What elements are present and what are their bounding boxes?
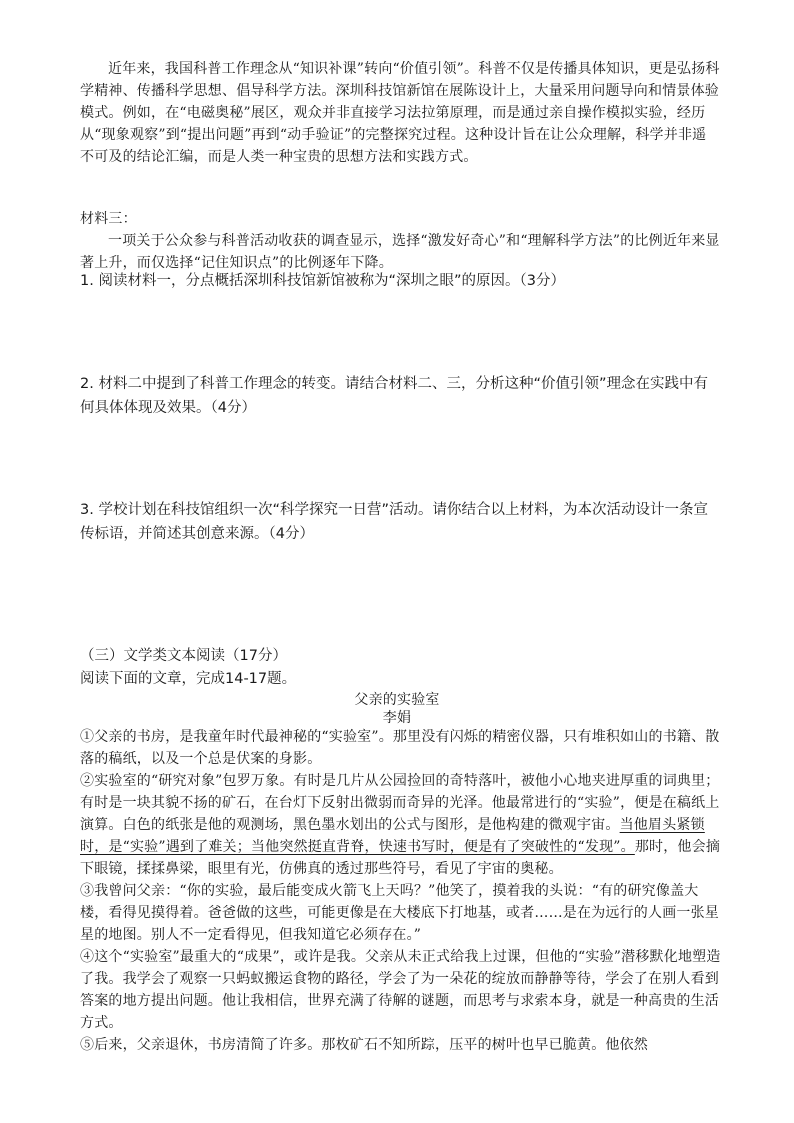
paragraph-2-text-end: 那时，他会摘下眼镜，揉揉鼻梁，眼里有光，仿佛真的透过那些符号，看见了宇宙的奥秘。 bbox=[80, 839, 721, 877]
article-paragraph-3: ③我曾问父亲：“你的实验，最后能变成火箭飞上天吗？”他笑了，摸着我的头说：“有的研究像盖大楼，看得见摸得着。爸爸做的这些，可能更像是在大楼底下打地基，或者……是在为远行的人画一张星星的地图。别人不一定看得见，但我知道它必须存在。” bbox=[80, 883, 719, 943]
underlined-sentence: 当他眉头紧锁时，是“实验”遇到了难关；当他突然挺直背脊，快速书写时，便是有了突破性的“发现”。 bbox=[80, 817, 705, 855]
article-paragraph-1: ①父亲的书房，是我童年时代最神秘的“实验室”。那里没有闪烁的精密仪器，只有堆积如山的书籍、散落的稿纸，以及一个总是伏案的身影。 bbox=[80, 729, 720, 767]
article-body bbox=[80, 726, 722, 1056]
article-paragraph-2 bbox=[80, 770, 722, 880]
material2-paragraph: 近年来，我国科普工作理念从“知识补课”转向“价值引领”。科普不仅是传播具体知识，更是弘扬科学精神、传播科学思想、倡导科学方法。深圳科技馆新馆在展陈设计上，大量采用问题导向和情景体验模式。例如，在“电磁奥秘”展区，观众并非直接学习法拉第原理，而是通过亲自操作模拟实验，经历从“现象观察”到“提出问题”再到“动手验证”的完整探究过程。这种设计旨在让公众理解，科学并非遥不可及的结论汇编，而是人类一种宝贵的思想方法和实践方式。 bbox=[80, 61, 720, 165]
article-author: 李娟 bbox=[382, 710, 412, 726]
question-3: 3. 学校计划在科技馆组织一次“科学探究一日营”活动。请你结合以上材料，为本次活动设计一条宣传标语，并简述其创意来源。（4分） bbox=[80, 502, 708, 542]
material3-text: 一项关于公众参与科普活动收获的调查显示，选择“激发好奇心”和“理解科学方法”的比例近年来显著上升，而仅选择“记住知识点”的比例逐年下降。 bbox=[80, 233, 720, 271]
paragraph-2-text: ②实验室的“研究对象”包罗万象。有时是几片从公园捡回的奇特落叶，被他小心地夹进厚重的词典里；有时是一块其貌不扬的矿石，在台灯下反射出微弱而奇异的光泽。他最常进行的“实验”，便是在稿纸上演算。白色的纸张是他的观测场，黑色墨水划出的公式与图形，是他构建的微观宇宙。 bbox=[80, 773, 720, 833]
article-paragraph-4: ④这个“实验室”最重大的“成果”，或许是我。父亲从未正式给我上过课，但他的“实验”潜移默化地塑造了我。我学会了观察一只蚂蚁搬运食物的路径，学会了为一朵花的绽放而静静等待，学会了在别人看到答案的地方提出问题。他让我相信，世界充满了待解的谜题，而思考与求索本身，就是一种高贵的生活方式。 bbox=[80, 949, 721, 1031]
article-paragraph-5: ⑤后来，父亲退休，书房清简了许多。那枚矿石不知所踪，压平的树叶也早已脆黄。他依然 bbox=[80, 1037, 648, 1053]
question-1: 1. 阅读材料一，分点概括深圳科技馆新馆被称为“深圳之眼”的原因。（3分） bbox=[80, 273, 565, 289]
section-heading: （三）文学类文本阅读（17分） bbox=[80, 648, 287, 664]
material3-label: 材料三： bbox=[80, 211, 137, 227]
question-2: 2. 材料二中提到了科普工作理念的转变。请结合材料二、三，分析这种“价值引领”理念在实践中有何具体体现及效果。（4分） bbox=[80, 376, 708, 416]
article-title: 父亲的实验室 bbox=[354, 692, 440, 708]
reading-instruction: 阅读下面的文章，完成14-17题。 bbox=[80, 671, 297, 687]
